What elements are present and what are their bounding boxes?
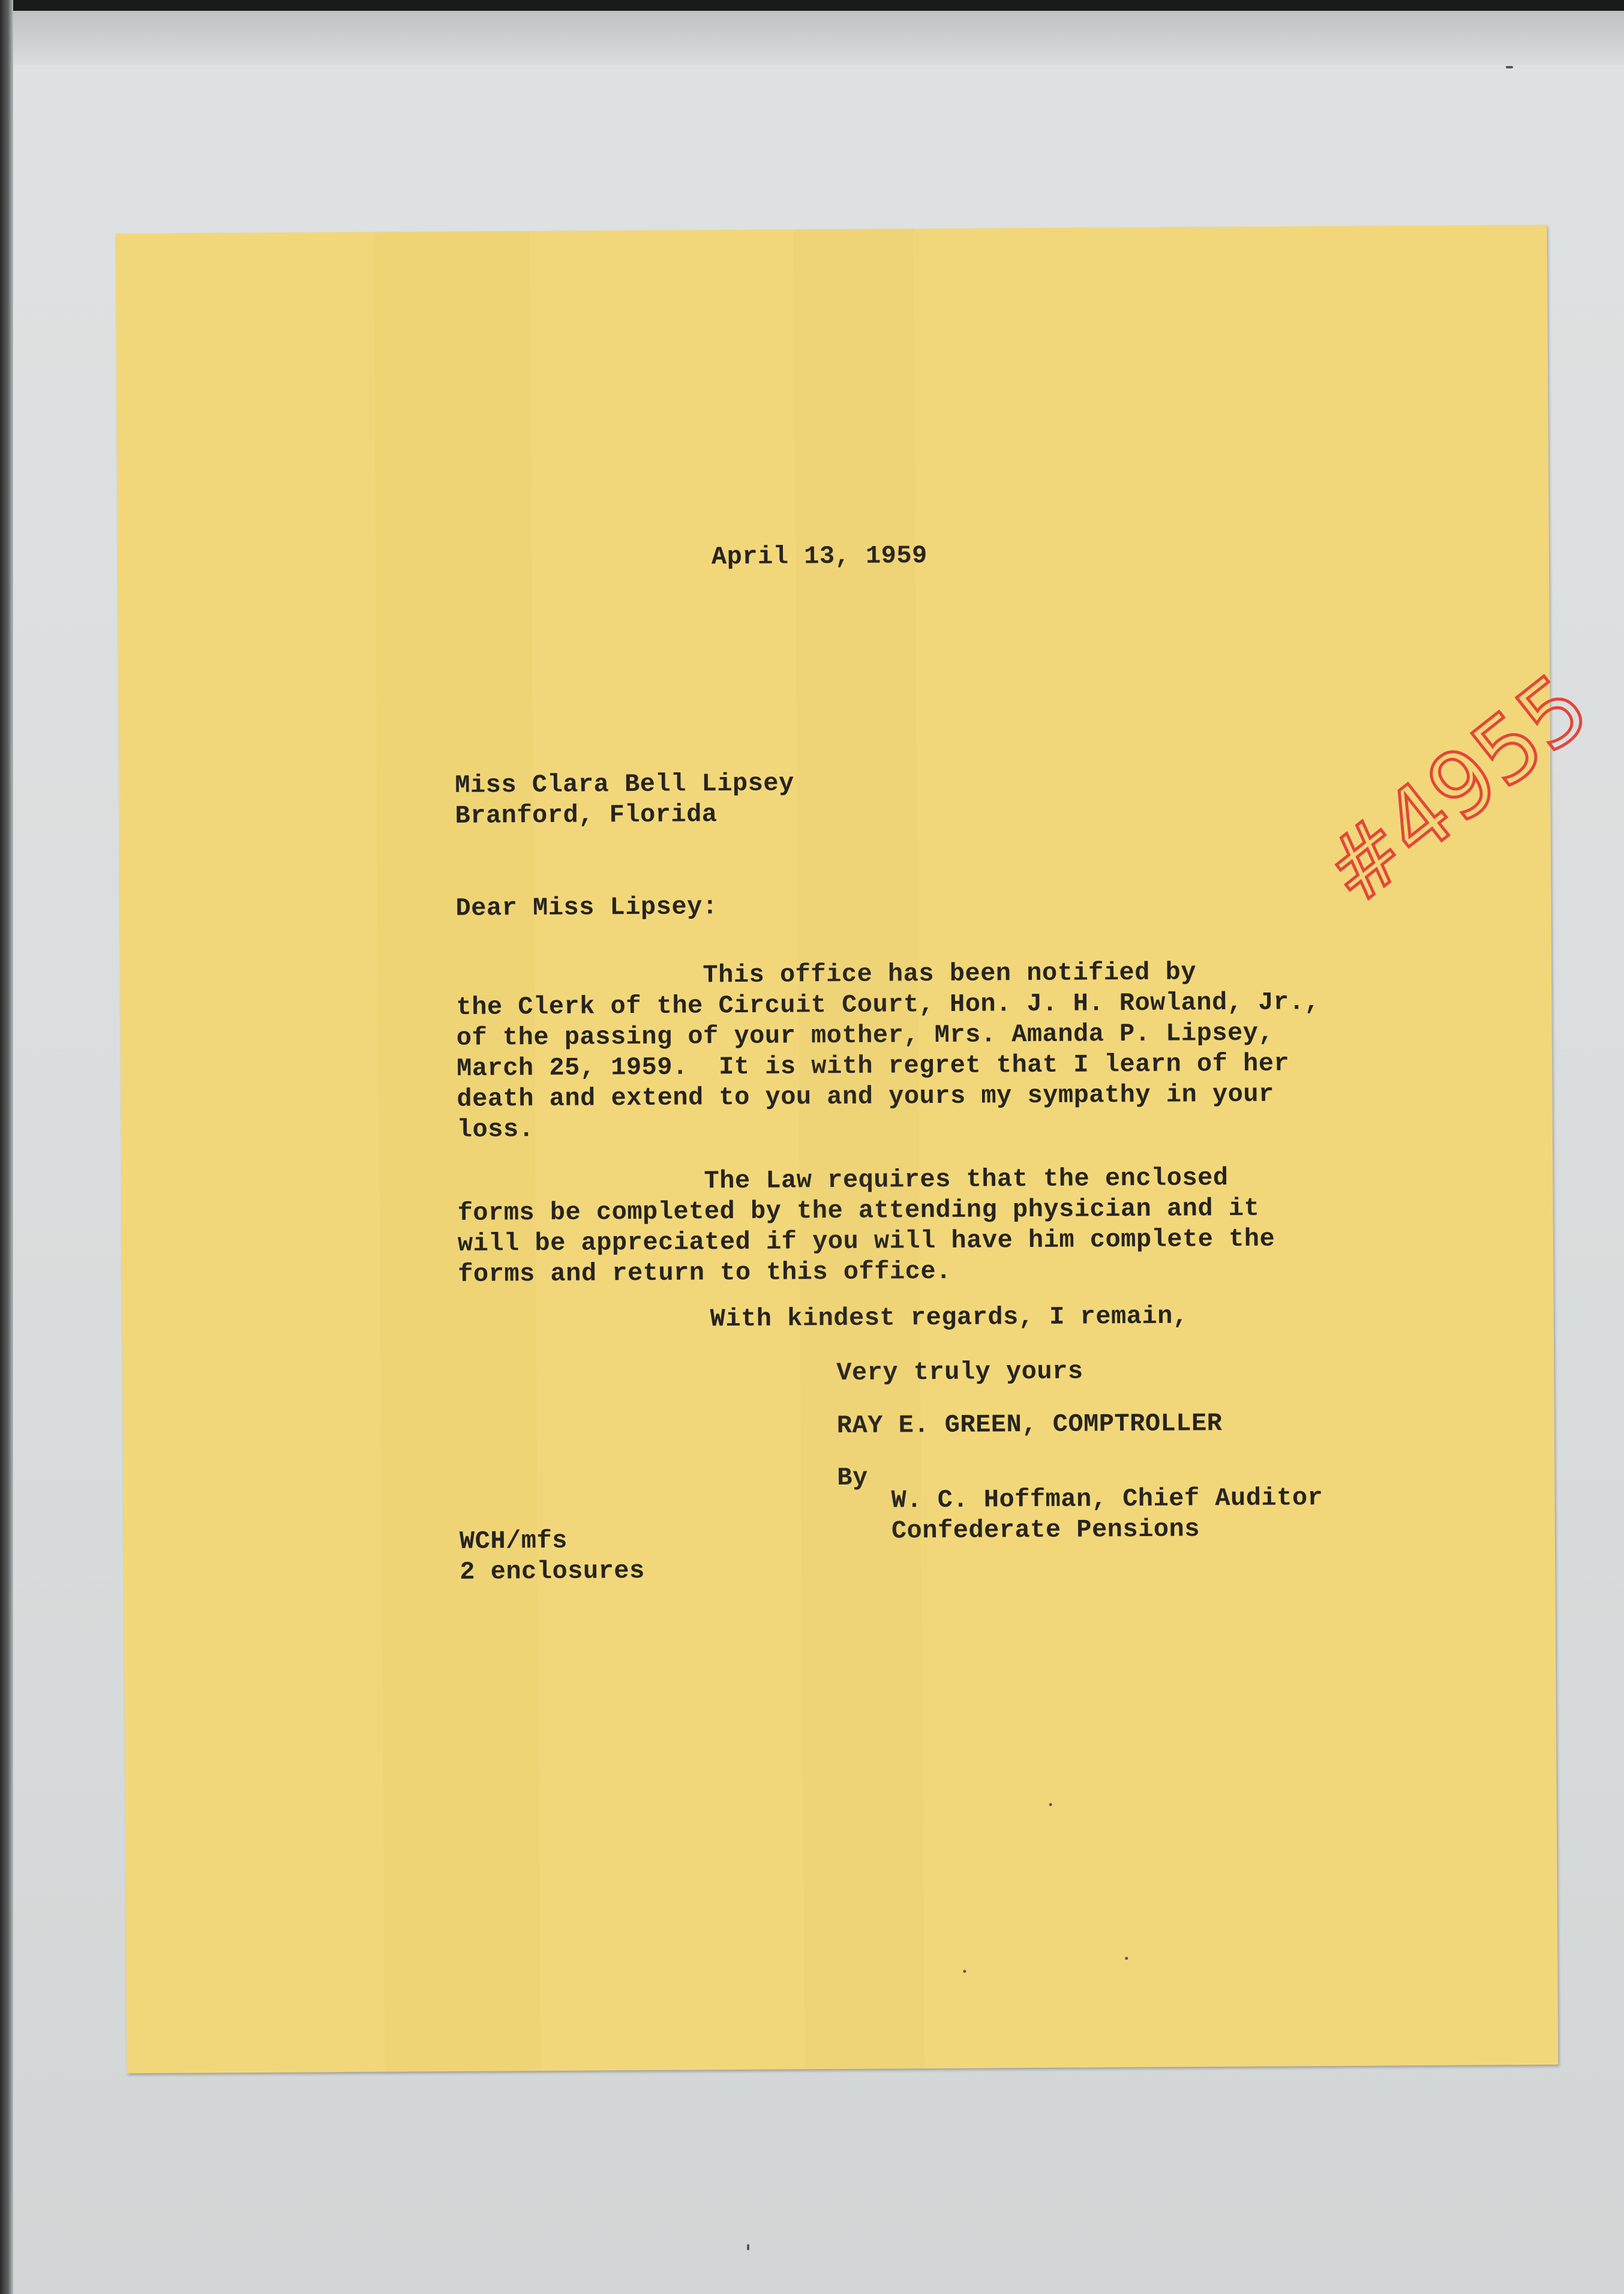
body-line: The Law requires that the enclosed: [457, 1164, 1229, 1197]
reference-initials: WCH/mfs: [459, 1526, 568, 1556]
body-line: forms be completed by the attending physician and it: [457, 1194, 1260, 1228]
body-line: the Clerk of the Circuit Court, Hon. J. H. Rowland, Jr.,: [456, 988, 1320, 1022]
recipient-location: Branford, Florida: [455, 800, 718, 830]
scanner-left-edge: [0, 0, 13, 2294]
signer-department: Confederate Pensions: [891, 1515, 1200, 1546]
body-line: death and extend to you and yours my sympathy in your: [457, 1079, 1274, 1114]
paper-speck: [963, 1970, 966, 1973]
letter-date: April 13, 1959: [711, 541, 927, 572]
enclosures-note: 2 enclosures: [460, 1556, 645, 1587]
salutation: Dear Miss Lipsey:: [455, 892, 718, 923]
body-line: This office has been notified by: [456, 958, 1197, 991]
scan-speck: [1506, 66, 1513, 68]
signature-by: By: [837, 1463, 868, 1493]
body-line: loss.: [457, 1115, 535, 1144]
scanner-top-edge: [0, 0, 1624, 11]
scanner-top-shadow: [0, 11, 1624, 65]
handwritten-file-number: [1285, 654, 1608, 926]
file-number-text: #4955: [1304, 654, 1608, 926]
letter-page: [116, 225, 1608, 2074]
body-line: March 25, 1959. It is with regret that I learn of her: [457, 1049, 1290, 1083]
body-line: of the passing of your mother, Mrs. Amanda P. Lipsey,: [456, 1018, 1274, 1052]
body-line: will be appreciated if you will have him complete the: [457, 1224, 1275, 1258]
body-line: forms and return to this office.: [458, 1257, 951, 1289]
closing: Very truly yours: [836, 1357, 1083, 1388]
scan-speck: [747, 2244, 749, 2250]
paper-speck: [1049, 1803, 1052, 1806]
paper-speck: [1125, 1957, 1128, 1960]
signer-name: W. C. Hoffman, Chief Auditor: [891, 1483, 1323, 1515]
signature-office: RAY E. GREEN, COMPTROLLER: [836, 1409, 1223, 1441]
regards-line: With kindest regards, I remain,: [710, 1302, 1188, 1334]
recipient-name: Miss Clara Bell Lipsey: [455, 769, 794, 800]
